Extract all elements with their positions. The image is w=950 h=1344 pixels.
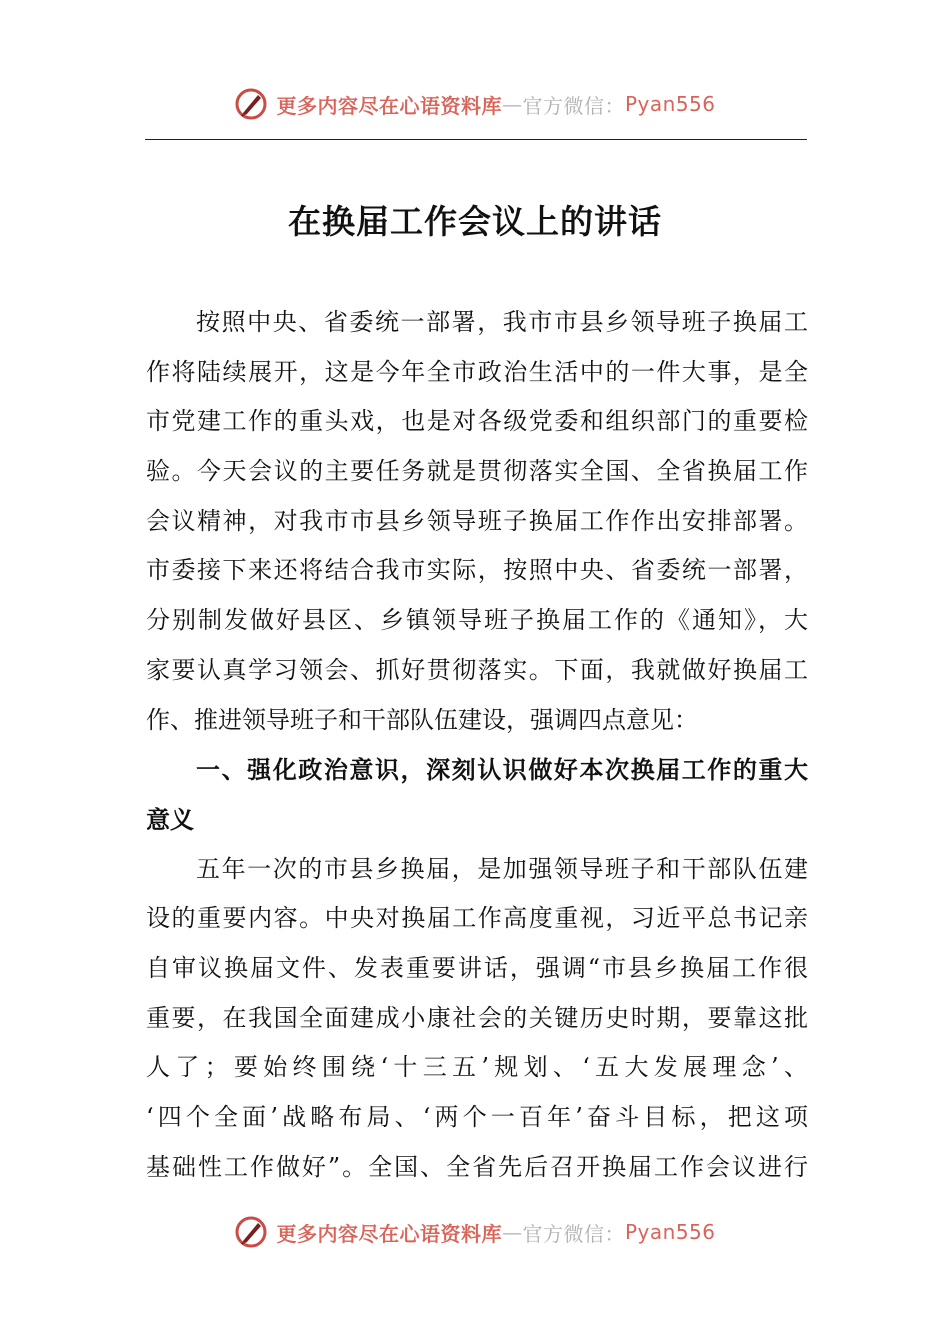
text-line: 家要认真学习领会、抓好贯彻落实。下面，我就做好换届工 — [146, 655, 808, 684]
text-line: 重要，在我国全面建成小康社会的关键历史时期，要靠这批 — [146, 1003, 808, 1032]
text-line: ‘四个全面’战略布局、‘两个一百年’奋斗目标，把这项 — [146, 1103, 808, 1131]
text-line: 人了；要始终围绕‘十三五’规划、‘五大发展理念’、 — [146, 1053, 808, 1082]
document-title: 在换届工作会议上的讲话 — [288, 202, 662, 241]
section-heading-line: 一、强化政治意识，深刻认识做好本次换届工作的重大 — [196, 755, 808, 785]
text-line: 验。今天会议的主要任务就是贯彻落实全国、全省换届工作 — [146, 457, 808, 486]
text-line: 作将陆续展开，这是今年全市政治生活中的一件大事，是全 — [146, 357, 808, 386]
document-body — [146, 298, 808, 1192]
header-watermark — [0, 84, 950, 124]
footer-wechat-id: Pyan556 — [624, 1220, 716, 1244]
header-rule — [145, 139, 807, 140]
text-line: 五年一次的市县乡换届，是加强领导班子和干部队伍建 — [196, 854, 808, 883]
header-site-text: 更多内容尽在心语资料库 — [276, 93, 502, 118]
quill-logo-icon — [234, 1215, 268, 1249]
text-line: 会议精神，对我市市县乡领导班子换届工作作出安排部署。 — [146, 506, 808, 535]
section-heading-line: 意义 — [146, 804, 194, 834]
header-wechat-id: Pyan556 — [624, 92, 716, 116]
text-line: 分别制发做好县区、乡镇领导班子换届工作的《通知》，大 — [146, 606, 808, 635]
text-line: 按照中央、省委统一部署，我市市县乡领导班子换届工 — [196, 308, 808, 336]
text-line: 市党建工作的重头戏，也是对各级党委和组织部门的重要检 — [146, 407, 808, 436]
footer-site-text: 更多内容尽在心语资料库 — [276, 1221, 502, 1246]
quill-logo-icon — [234, 87, 268, 121]
footer-official-text: 官方微信： — [522, 1221, 625, 1246]
text-line: 市委接下来还将结合我市实际，按照中央、省委统一部署， — [146, 556, 808, 585]
footer-watermark — [0, 1212, 950, 1252]
header-official-text: 官方微信： — [522, 93, 625, 118]
text-line: 基础性工作做好”。全国、全省先后召开换届工作会议进行 — [146, 1152, 808, 1181]
text-line: 作、推进领导班子和干部队伍建设，强调四点意见： — [146, 705, 698, 734]
text-line: 自审议换届文件、发表重要讲话，强调“市县乡换届工作很 — [146, 953, 808, 982]
header-dash: — — [501, 92, 523, 116]
footer-dash: — — [501, 1220, 523, 1244]
text-line: 设的重要内容。中央对换届工作高度重视，习近平总书记亲 — [146, 904, 808, 933]
